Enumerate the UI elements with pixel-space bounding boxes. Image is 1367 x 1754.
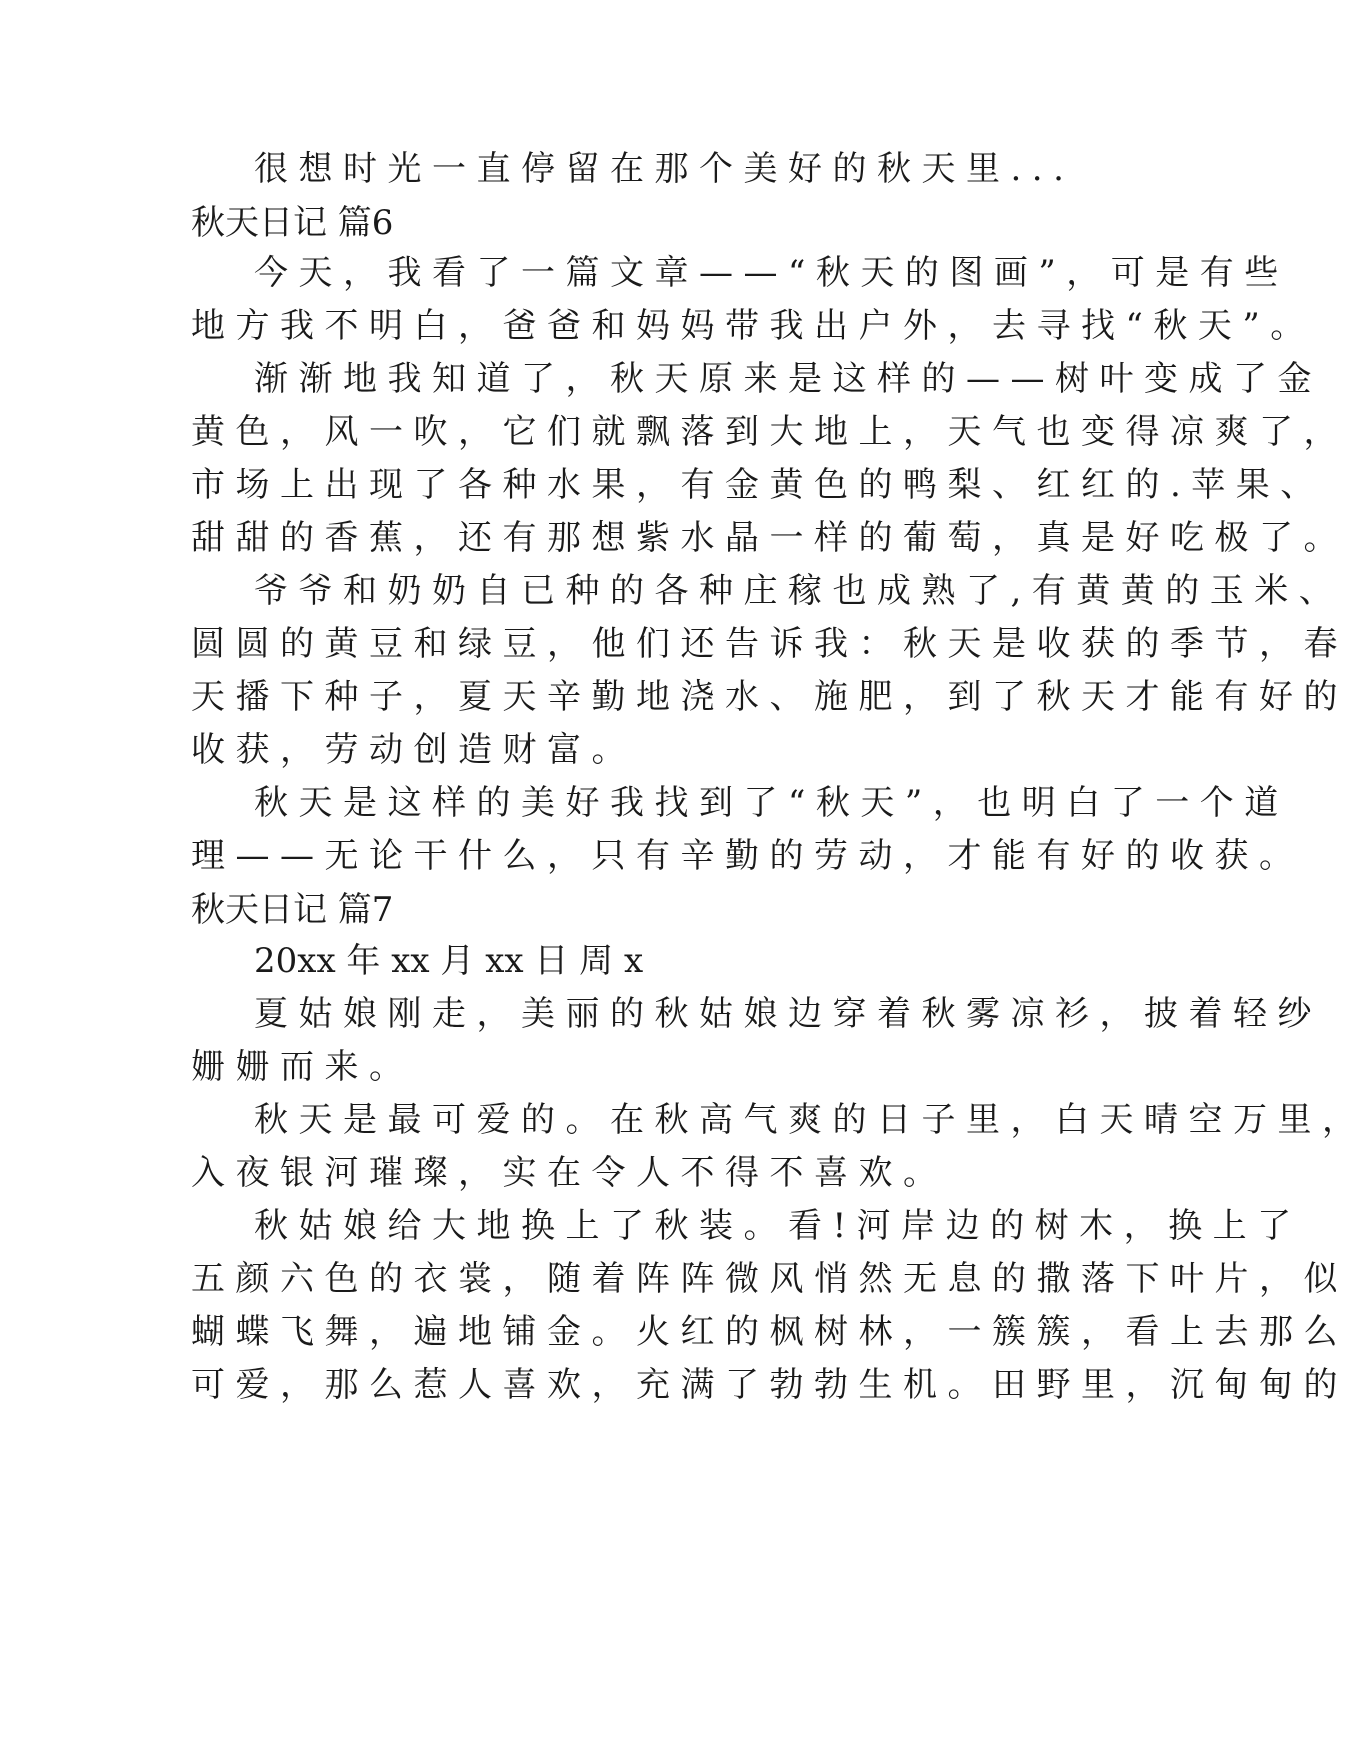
paragraph-line: 理——无论干什么，只有辛勤的劳动，才能有好的收获。	[191, 836, 1304, 876]
paragraph-line: 秋天是最可爱的。在秋高气爽的日子里，白天晴空万里，	[254, 1100, 1367, 1140]
paragraph-line: 爷爷和奶奶自已种的各种庄稼也成熟了,有黄黄的玉米、	[254, 571, 1344, 611]
paragraph-line: 五颜六色的衣裳，随着阵阵微风悄然无息的撒落下叶片，似	[191, 1259, 1348, 1299]
paragraph-line: 市场上出现了各种水果，有金黄色的鸭梨、红红的.苹果、	[191, 465, 1325, 505]
date-line: 20xx 年 xx 月 xx 日 周 x	[254, 941, 644, 981]
paragraph-line: 入夜银河璀璨，实在令人不得不喜欢。	[191, 1153, 948, 1193]
paragraph-line: 甜甜的香蕉，还有那想紫水晶一样的葡萄，真是好吃极了。	[191, 518, 1348, 558]
paragraph-line: 秋天是这样的美好我找到了“秋天”，也明白了一个道	[254, 783, 1289, 823]
paragraph-line: 秋姑娘给大地换上了秋装。看!河岸边的树木，换上了	[254, 1206, 1302, 1246]
paragraph-line: 今天，我看了一篇文章——“秋天的图画”，可是有些	[254, 253, 1289, 293]
paragraph-line: 渐渐地我知道了，秋天原来是这样的——树叶变成了金	[254, 359, 1322, 399]
paragraph-line: 夏姑娘刚走，美丽的秋姑娘边穿着秋雾凉衫，披着轻纱	[254, 994, 1322, 1034]
paragraph-line: 收获，劳动创造财富。	[191, 730, 636, 770]
paragraph-line: 可爱，那么惹人喜欢，充满了勃勃生机。田野里，沉甸甸的	[191, 1365, 1348, 1405]
paragraph-line: 很想时光一直停留在那个美好的秋天里...	[254, 149, 1075, 189]
section-heading: 秋天日记 篇7	[191, 890, 394, 930]
paragraph-line: 蝴蝶飞舞，遍地铺金。火红的枫树林，一簇簇，看上去那么	[191, 1312, 1348, 1352]
paragraph-line: 黄色，风一吹，它们就飘落到大地上，天气也变得凉爽了，	[191, 412, 1348, 452]
section-heading: 秋天日记 篇6	[191, 203, 394, 243]
paragraph-line: 天播下种子，夏天辛勤地浇水、施肥，到了秋天才能有好的	[191, 677, 1348, 717]
paragraph-line: 圆圆的黄豆和绿豆，他们还告诉我：秋天是收获的季节，春	[191, 624, 1348, 664]
paragraph-line: 地方我不明白，爸爸和妈妈带我出户外，去寻找“秋天”。	[191, 306, 1315, 346]
paragraph-line: 姗姗而来。	[191, 1047, 414, 1087]
